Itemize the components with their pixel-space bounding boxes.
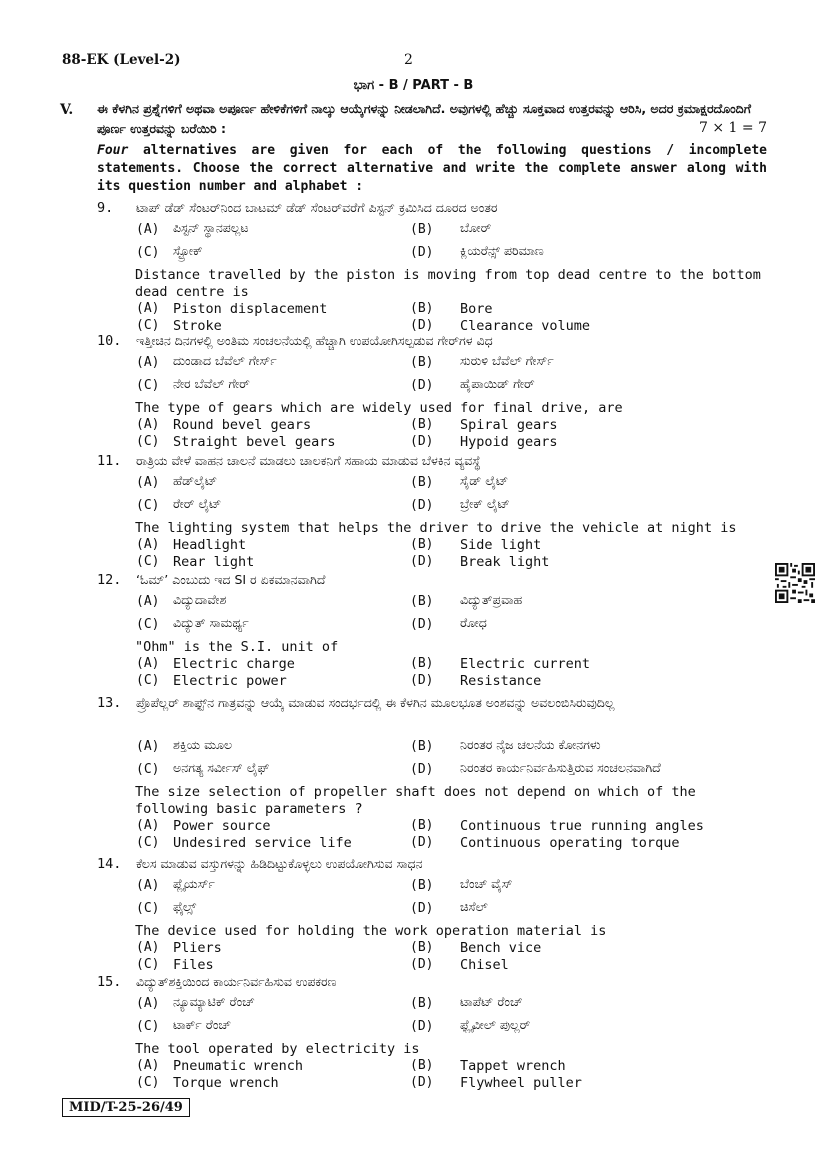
english-option: Undesired service life [173,835,352,851]
english-option: Piston displacement [173,301,328,317]
english-option: Side light [460,537,542,553]
english-option: Electric power [173,673,287,689]
option-letter: (B) [410,222,434,237]
qr-code-icon [775,563,815,603]
english-option: Electric current [460,656,591,672]
option-letter: (C) [136,762,160,777]
option-letter: (C) [136,434,160,449]
option-letter: (B) [410,475,434,490]
option-letter: (C) [136,245,160,260]
option-letter: (B) [410,996,434,1011]
english-option: Spiral gears [460,417,558,433]
option-letter: (D) [410,434,434,449]
option-letter: (B) [410,594,434,609]
question-text-english: "Ohm" is the S.I. unit of [135,639,339,655]
english-option: Power source [173,818,271,834]
kannada-option: ಚಿಸೆಲ್ [460,899,488,914]
english-option: Chisel [460,957,509,973]
section-instruction-kannada: ಈ ಕೆಳಗಿನ ಪ್ರಶ್ನೆಗಳಿಗೆ ಅಥವಾ ಅಪೂರ್ಣ ಹೇಳಿಕೆಗಳಿಗೆ ನಾಲ್ಕು ಆಯ್ಕೆಗಳನ್ನು ನೀಡಲಾಗಿದೆ. ಅವುಗಳಲ್ಲಿ ಹೆಚ್ಚು ಸೂಕ್ತವಾದ ಉತ್ತರವನ್ನು ಆರಿಸಿ, ಅದರ ಕ್ರಮಾಕ್ಷರದೊಂದಿಗೆ ಪೂರ್ಣ ಉತ್ತರವನ್ನು ಬರೆಯಿರಿ : [97,101,751,136]
option-letter: (D) [410,498,434,513]
question-text-english: Distance travelled by the piston is moving from top dead centre to the bottom dead centre is [135,267,761,300]
question-text-english: The lighting system that helps the driver to drive the vehicle at night is [135,520,737,536]
english-option: Continuous operating torque [460,835,680,851]
option-letter: (A) [136,739,160,754]
question-text-kannada: ‘ಓಮ್’ ಎಂಬುದು ಇದ SI ರ ಏಕಮಾನವಾಗಿದೆ [136,572,326,587]
kannada-option: ಸುರುಳಿ ಬೆವೆಲ್ ಗೇರ್ಸ್ [460,353,554,368]
option-letter: (D) [410,1075,434,1090]
option-letter: (C) [136,673,160,688]
option-letter: (B) [410,355,434,370]
section-instruction-english [97,142,767,196]
question-text-kannada: ಇತ್ತೀಚಿನ ದಿನಗಳಲ್ಲಿ ಅಂತಿಮ ಸಂಚಲನೆಯಲ್ಲಿ ಹೆಚ್ಚಾಗಿ ಉಪಯೋಗಿಸಲ್ಪಡುವ ಗೇರ್‌ಗಳ ವಿಧ [136,333,493,348]
question-text-english: The tool operated by electricity is [135,1041,420,1057]
question-number: 9. [97,200,114,216]
kannada-option: ಬೋರ್ [460,220,492,235]
option-letter: (B) [410,301,434,316]
option-letter: (A) [136,222,160,237]
kannada-option: ಫ್ಲೈವೀಲ್ ಪುಲ್ಲರ್ [460,1017,531,1032]
option-letter: (D) [410,957,434,972]
kannada-option: ಶಕ್ತಿಯ ಮೂಲ [173,737,233,752]
option-letter: (B) [410,417,434,432]
option-letter: (A) [136,940,160,955]
option-letter: (C) [136,378,160,393]
kannada-option: ದುಂಡಾದ ಬೆವೆಲ್ ಗೇರ್ಸ್ [173,353,277,368]
question-number: 12. [97,572,122,588]
paper-code: 88-EK (Level-2) [62,52,181,68]
english-option: Torque wrench [173,1075,279,1091]
kannada-option: ಹೆಡ್‌ಲೈಟ್ [173,473,218,488]
english-option: Clearance volume [460,318,591,334]
kannada-option: ಟಾರ್ಕ್ ರೆಂಚ್ [173,1017,231,1032]
option-letter: (C) [136,1075,160,1090]
english-option: Round bevel gears [173,417,312,433]
option-letter: (D) [410,835,434,850]
option-letter: (B) [410,1058,434,1073]
english-option: Bore [460,301,493,317]
kannada-option: ನ್ಯೂಮ್ಯಾಟಿಕ್ ರೆಂಚ್ [173,994,255,1009]
kannada-option: ಪಿಸ್ಟನ್ ಸ್ಥಾನಪಲ್ಲಟ [173,220,249,235]
english-option: Break light [460,554,550,570]
question-number: 10. [97,333,122,349]
english-option: Pneumatic wrench [173,1058,304,1074]
question-text-english: The device used for holding the work operation material is [135,923,607,939]
kannada-option: ನೇರ ಬೆವೆಲ್ ಗೇರ್ [173,376,250,391]
option-letter: (C) [136,617,160,632]
english-option: Rear light [173,554,255,570]
option-letter: (C) [136,835,160,850]
question-text-kannada: ವಿದ್ಯುತ್‌ಶಕ್ತಿಯಿಂದ ಕಾರ್ಯನಿರ್ವಹಿಸುವ ಉಪಕರಣ [136,974,337,989]
section-marks: 7 × 1 = 7 [699,120,767,136]
kannada-option: ವಿದ್ಯುತ್ ಸಾಮರ್ಥ್ಯ [173,615,249,630]
option-letter: (A) [136,996,160,1011]
question-number: 11. [97,453,122,469]
kannada-option: ಬೆಂಚ್ ವೈಸ್ [460,876,513,891]
option-letter: (B) [410,878,434,893]
question-text-english: The type of gears which are widely used for final drive, are [135,400,623,416]
option-letter: (A) [136,355,160,370]
english-option: Tappet wrench [460,1058,566,1074]
option-letter: (D) [410,762,434,777]
option-letter: (C) [136,901,160,916]
kannada-option: ಹೈಪಾಯಿಡ್ ಗೇರ್ [460,376,535,391]
kannada-option: ಕ್ಲಿಯರೆನ್ಸ್ ಪರಿಮಾಣ [460,243,544,258]
option-letter: (D) [410,901,434,916]
kannada-option: ನಿರಂತರ ಕಾರ್ಯನಿರ್ವಹಿಸುತ್ತಿರುವ ಸಂಚಲನವಾಗಿದೆ [460,760,661,775]
kannada-option: ಪ್ಲೈಯರ್ಸ್ [173,876,215,891]
question-text-kannada: ಕೆಲಸ ಮಾಡುವ ವಸ್ತುಗಳನ್ನು ಹಿಡಿದಿಟ್ಟುಕೊಳ್ಳಲು ಉಪಯೋಗಿಸುವ ಸಾಧನ [136,856,423,871]
option-letter: (D) [410,378,434,393]
option-letter: (A) [136,537,160,552]
option-letter: (A) [136,594,160,609]
kannada-option: ವಿದ್ಯುದಾವೇಶ [173,592,227,607]
english-option: Continuous true running angles [460,818,704,834]
option-letter: (C) [136,957,160,972]
option-letter: (A) [136,475,160,490]
question-number: 15. [97,974,122,990]
english-option: Bench vice [460,940,542,956]
option-letter: (D) [410,1019,434,1034]
option-letter: (B) [410,537,434,552]
question-number: 13. [97,695,122,711]
question-text-kannada: ರಾತ್ರಿಯ ವೇಳೆ ವಾಹನ ಚಾಲನೆ ಮಾಡಲು ಚಾಲಕನಿಗೆ ಸಹಾಯ ಮಾಡುವ ಬೆಳಕಿನ ವ್ಯವಸ್ಥೆ [136,453,481,468]
option-letter: (D) [410,245,434,260]
option-letter: (C) [136,498,160,513]
page-number: 2 [404,52,413,68]
option-letter: (A) [136,417,160,432]
option-letter: (A) [136,878,160,893]
kannada-option: ರೇರ್ ಲೈಟ್ [173,496,222,511]
part-title: ಭಾಗ - B / PART - B [353,78,474,93]
option-letter: (A) [136,301,160,316]
kannada-option: ಟಾಪೆಟ್ ರೆಂಚ್ [460,994,523,1009]
kannada-option: ಬ್ರೇಕ್ ಲೈಟ್ [460,496,510,511]
option-letter: (B) [410,940,434,955]
english-option: Files [173,957,214,973]
kannada-option: ಅನಗತ್ಯ ಸರ್ವೀಸ್ ಲೈಫ್ [173,760,270,775]
option-letter: (C) [136,318,160,333]
kannada-option: ಸ್ಟ್ರೋಕ್ [173,243,203,258]
option-letter: (D) [410,673,434,688]
footer-code: MID/T-25-26/49 [62,1098,190,1117]
kannada-option: ವಿದ್ಯುತ್‌ಪ್ರವಾಹ [460,592,523,607]
option-letter: (B) [410,739,434,754]
question-number: 14. [97,856,122,872]
english-option: Stroke [173,318,222,334]
option-letter: (A) [136,818,160,833]
english-option: Flywheel puller [460,1075,582,1091]
kannada-option: ನಿರಂತರ ನೈಜ ಚಲನೆಯ ಕೋನಗಳು [460,737,601,752]
english-option: Pliers [173,940,222,956]
english-option: Headlight [173,537,247,553]
option-letter: (A) [136,656,160,671]
kannada-option: ಫೈಲ್ಸ್ [173,899,197,914]
option-letter: (D) [410,554,434,569]
question-text-english: The size selection of propeller shaft does not depend on which of the following basic parameters ? [135,784,696,817]
option-letter: (B) [410,656,434,671]
option-letter: (D) [410,318,434,333]
option-letter: (A) [136,1058,160,1073]
english-option: Electric charge [173,656,295,672]
question-text-kannada: ಪ್ರೊಪೆಲ್ಲರ್ ಶಾಫ್ಟ್‌ನ ಗಾತ್ರವನ್ನು ಆಯ್ಕೆ ಮಾಡುವ ಸಂದರ್ಭದಲ್ಲಿ ಈ ಕೆಳಗಿನ ಮೂಲಭೂತ ಅಂಶವನ್ನು ಅವಲಂಬಿಸಿರುವುದಿಲ್ಲ [136,695,615,710]
kannada-option: ಸೈಡ್ ಲೈಟ್ [460,473,509,488]
question-text-kannada: ಟಾಪ್ ಡೆಡ್ ಸೆಂಟರ್‌ನಿಂದ ಬಾಟಮ್ ಡೆಡ್ ಸೆಂಟರ್‌ವರೆಗೆ ಪಿಸ್ಟನ್ ಕ್ರಮಿಸಿದ ದೂರದ ಅಂತರ [136,200,498,215]
option-letter: (C) [136,554,160,569]
english-option: Resistance [460,673,542,689]
kannada-option: ರೋಧ [460,615,487,630]
option-letter: (D) [410,617,434,632]
option-letter: (C) [136,1019,160,1034]
instruction-lead-word: Four [97,143,129,158]
section-number: V. [60,102,74,118]
english-option: Hypoid gears [460,434,558,450]
option-letter: (B) [410,818,434,833]
english-option: Straight bevel gears [173,434,336,450]
instruction-text: alternatives are given for each of the following questions / incomplete statements. Choose the correct alternative and write the complete answer along with its question number and alphabet : [97,143,767,194]
